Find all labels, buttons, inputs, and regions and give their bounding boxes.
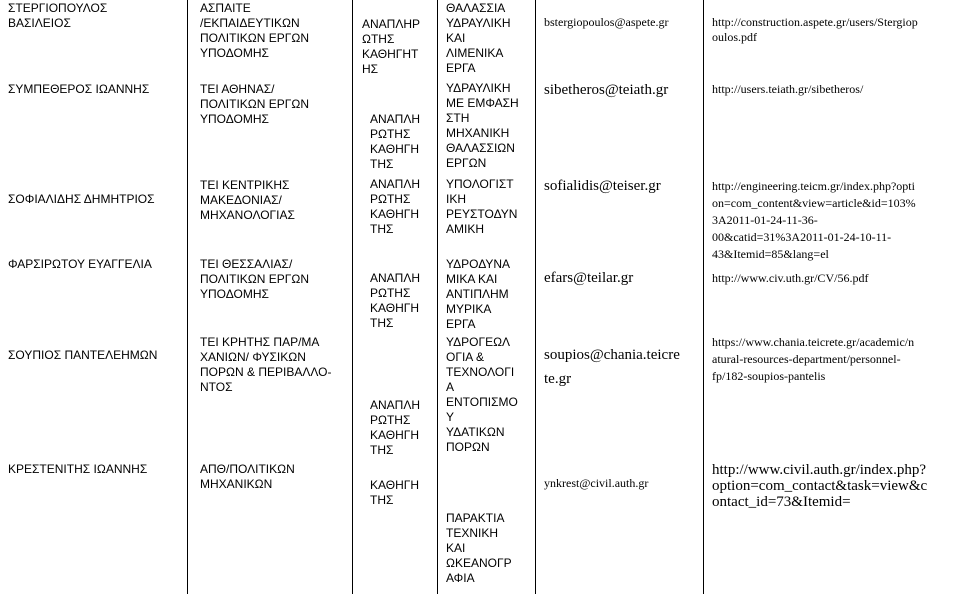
rank-cell: ΑΝΑΠΛΗ ΡΩΤΗΣ ΚΑΘΗΓΗ ΤΗΣ <box>370 177 421 236</box>
column-divider <box>535 0 536 594</box>
url-link[interactable]: http://www.civ.uth.gr/CV/56.pdf <box>712 271 869 285</box>
url-link[interactable]: http://engineering.teicm.gr/index.php?opti on=com_content&view=article&id=103% 3A2011-01-24-11-36- 00&catid=31%3A2011-01-24-10-11- 43&Itemid=85&lang=el <box>712 179 916 261</box>
column-divider <box>703 0 704 594</box>
field-cell: ΠΑΡΑΚΤΙΑ ΤΕΧΝΙΚΗ ΚΑΙ ΩΚΕΑΝΟΓΡ ΑΦΙΑ <box>446 511 512 585</box>
column-divider <box>352 0 353 594</box>
rank-cell: ΑΝΑΠΛΗ ΡΩΤΗΣ ΚΑΘΗΓΗ ΤΗΣ <box>370 398 421 457</box>
field-cell: ΥΔΡΑΥΛΙΚΗ ΜΕ ΕΜΦΑΣΗ ΣΤΗ ΜΗΧΑΝΙΚΗ ΘΑΛΑΣΣΙΩΝ ΕΡΓΩΝ <box>446 81 519 170</box>
field-cell: ΥΔΡΟΓΕΩΛ ΟΓΙΑ & ΤΕΧΝΟΛΟΓΙ Α ΕΝΤΟΠΙΣΜΟ Υ ΥΔΑΤΙΚΩΝ ΠΟΡΩΝ <box>446 335 518 454</box>
column-divider <box>437 0 438 594</box>
column-divider <box>187 0 188 594</box>
institution-cell: ΑΣΠΑΙΤΕ /ΕΚΠΑΙΔΕΥΤΙΚΩΝ ΠΟΛΙΤΙΚΩΝ ΕΡΓΩΝ ΥΠΟΔΟΜΗΣ <box>200 1 310 60</box>
email-link[interactable]: sofialidis@teiser.gr <box>544 178 661 194</box>
field-cell: ΥΔΡΟΔΥΝΑ ΜΙΚΑ ΚΑΙ ΑΝΤΙΠΛΗΜ ΜΥΡΙΚΑ ΕΡΓΑ <box>446 257 511 331</box>
rank-cell: ΑΝΑΠΛΗ ΡΩΤΗΣ ΚΑΘΗΓΗ ΤΗΣ <box>370 112 421 171</box>
field-cell: ΥΠΟΛΟΓΙΣΤ ΙΚΗ ΡΕΥΣΤΟΔΥΝ ΑΜΙΚΗ <box>446 177 518 236</box>
institution-cell: ΤΕΙ ΑΘΗΝΑΣ/ ΠΟΛΙΤΙΚΩΝ ΕΡΓΩΝ ΥΠΟΔΟΜΗΣ <box>200 82 310 126</box>
url-link[interactable]: http://users.teiath.gr/sibetheros/ <box>712 82 864 96</box>
rank-cell: ΚΑΘΗΓΗ ΤΗΣ <box>370 478 420 507</box>
email-link[interactable]: ynkrest@civil.auth.gr <box>544 476 649 490</box>
name-cell: ΣΟΥΠΙΟΣ ΠΑΝΤΕΛΕΗΜΩΝ <box>8 348 158 362</box>
institution-cell: ΤΕΙ ΘΕΣΣΑΛΙΑΣ/ ΠΟΛΙΤΙΚΩΝ ΕΡΓΩΝ ΥΠΟΔΟΜΗΣ <box>200 257 310 301</box>
url-link[interactable]: https://www.chania.teicrete.gr/academic/n atural-resources-department/personnel- fp/182-soupios-pantelis <box>712 335 915 383</box>
url-link[interactable]: http://construction.aspete.gr/users/Stergiop oulos.pdf <box>712 15 918 44</box>
rank-cell: ΑΝΑΠΛΗ ΡΩΤΗΣ ΚΑΘΗΓΗ ΤΗΣ <box>370 271 421 330</box>
institution-cell: ΤΕΙ ΚΡΗΤΗΣ ΠΑΡ/ΜΑ ΧΑΝΙΩΝ/ ΦΥΣΙΚΩΝ ΠΟΡΩΝ & ΠΕΡΙΒΑΛΛΟ- ΝΤΟΣ <box>200 335 332 394</box>
field-cell: ΘΑΛΑΣΣΙΑ ΥΔΡΑΥΛΙΚΗ ΚΑΙ ΛΙΜΕΝΙΚΑ ΕΡΓΑ <box>446 1 511 75</box>
name-cell: ΣΤΕΡΓΙΟΠΟΥΛΟΣ ΒΑΣΙΛΕΙΟΣ <box>8 1 108 30</box>
rank-cell: ΑΝΑΠΛΗΡ ΩΤΗΣ ΚΑΘΗΓΗΤ ΗΣ <box>362 17 421 76</box>
institution-cell: ΤΕΙ ΚΕΝΤΡΙΚΗΣ ΜΑΚΕΔΟΝΙΑΣ/ ΜΗΧΑΝΟΛΟΓΙΑΣ <box>200 178 295 222</box>
email-link[interactable]: sibetheros@teiath.gr <box>544 82 669 98</box>
name-cell: ΣΟΦΙΑΛΙΔΗΣ ΔΗΜΗΤΡΙΟΣ <box>8 192 155 206</box>
institution-cell: ΑΠΘ/ΠΟΛΙΤΙΚΩΝ ΜΗΧΑΝΙΚΩΝ <box>200 462 295 491</box>
name-cell: ΦΑΡΣΙΡΩΤΟΥ ΕΥΑΓΓΕΛΙΑ <box>8 257 152 271</box>
url-link[interactable]: http://www.civil.auth.gr/index.php? option=com_contact&task=view&c ontact_id=73&Itemid= <box>712 462 928 510</box>
name-cell: ΣΥΜΠΕΘΕΡΟΣ ΙΩΑΝΝΗΣ <box>8 82 150 96</box>
name-cell: ΚΡΕΣΤΕΝΙΤΗΣ ΙΩΑΝΝΗΣ <box>8 462 148 476</box>
email-link[interactable]: bstergiopoulos@aspete.gr <box>544 15 669 29</box>
email-link[interactable]: efars@teilar.gr <box>544 270 634 286</box>
email-link[interactable]: soupios@chania.teicre te.gr <box>544 347 680 387</box>
